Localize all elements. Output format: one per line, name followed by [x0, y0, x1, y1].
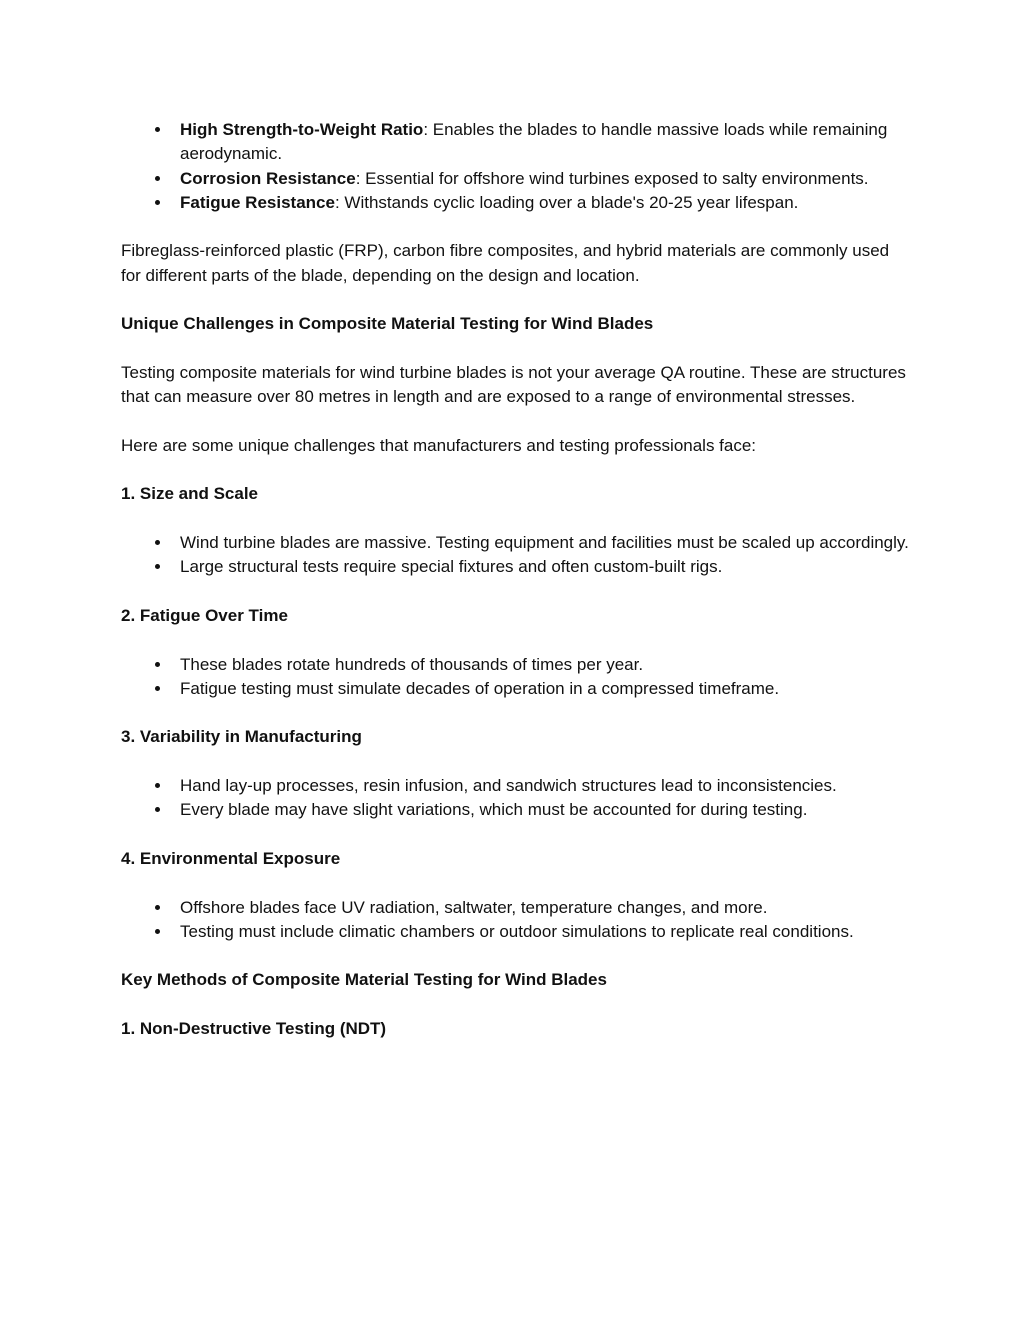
methods-subheading-ndt: 1. Non-Destructive Testing (NDT) — [121, 1018, 387, 1038]
bullet-icon — [151, 920, 163, 944]
bullet-icon — [151, 167, 163, 191]
list-item-term: Fatigue Resistance — [180, 192, 335, 212]
list-item — [121, 653, 911, 677]
environmental-exposure-list — [121, 896, 911, 945]
section-heading-fatigue-over-time: 2. Fatigue Over Time — [121, 605, 288, 625]
list-item — [121, 118, 911, 167]
variability-in-manufacturing-list — [121, 774, 911, 823]
bullet-icon — [151, 896, 163, 920]
list-item-text: Testing must include climatic chambers or outdoor simulations to replicate real conditions. — [180, 921, 854, 941]
list-item — [121, 798, 911, 822]
list-item-term: High Strength-to-Weight Ratio — [180, 120, 424, 139]
document-page — [121, 118, 911, 1066]
list-item-text: : Enables the blades to handle massive loads while remaining aerodynamic. — [180, 120, 888, 164]
list-item — [121, 677, 911, 701]
list-item — [121, 555, 911, 579]
bullet-icon — [151, 531, 163, 555]
list-item-text: These blades rotate hundreds of thousands of times per year. — [180, 654, 644, 674]
list-item-text: Wind turbine blades are massive. Testing equipment and facilities must be scaled up accordingly. — [180, 533, 909, 553]
list-item-text: : Withstands cyclic loading over a blade's 20-25 year lifespan. — [334, 192, 799, 212]
challenges-intro-paragraph: Testing composite materials for wind turbine blades is not your average QA routine. These are structures that can measure over 80 metres in length and are exposed to a range of environmental stresses. — [121, 362, 906, 407]
bullet-icon — [151, 798, 163, 822]
bullet-icon — [151, 118, 163, 142]
section-heading-environmental-exposure: 4. Environmental Exposure — [121, 848, 341, 868]
list-item-text: Hand lay-up processes, resin infusion, and sandwich structures lead to inconsistencies. — [180, 776, 837, 796]
challenges-lead-paragraph: Here are some unique challenges that manufacturers and testing professionals face: — [121, 435, 757, 455]
list-item-text: Large structural tests require special fixtures and often custom-built rigs. — [180, 557, 723, 577]
bullet-icon — [151, 555, 163, 579]
fatigue-over-time-list — [121, 653, 911, 702]
list-item — [121, 167, 911, 191]
list-item-text: Fatigue testing must simulate decades of operation in a compressed timeframe. — [180, 678, 780, 698]
size-and-scale-list — [121, 531, 911, 580]
bullet-icon — [151, 677, 163, 701]
list-item — [121, 920, 911, 944]
list-item-term: Corrosion Resistance — [180, 168, 356, 188]
list-item-text: Every blade may have slight variations, which must be accounted for during testing. — [180, 800, 808, 820]
challenges-heading: Unique Challenges in Composite Material Testing for Wind Blades — [121, 314, 654, 334]
section-heading-size-and-scale: 1. Size and Scale — [121, 484, 259, 504]
bullet-icon — [151, 191, 163, 215]
section-heading-variability-in-manufacturing: 3. Variability in Manufacturing — [121, 727, 362, 747]
list-item — [121, 896, 911, 920]
list-item — [121, 774, 911, 798]
list-item-text: : Essential for offshore wind turbines exposed to salty environments. — [355, 168, 869, 188]
list-item-text: Offshore blades face UV radiation, saltwater, temperature changes, and more. — [180, 897, 768, 917]
bullet-icon — [151, 653, 163, 677]
material-properties-list — [121, 118, 911, 215]
bullet-icon — [151, 774, 163, 798]
list-item — [121, 191, 911, 215]
methods-heading: Key Methods of Composite Material Testing for Wind Blades — [121, 970, 607, 990]
materials-paragraph: Fibreglass-reinforced plastic (FRP), carbon fibre composites, and hybrid materials are commonly used for different parts of the blade, depending on the design and location. — [121, 241, 890, 285]
list-item — [121, 531, 911, 555]
